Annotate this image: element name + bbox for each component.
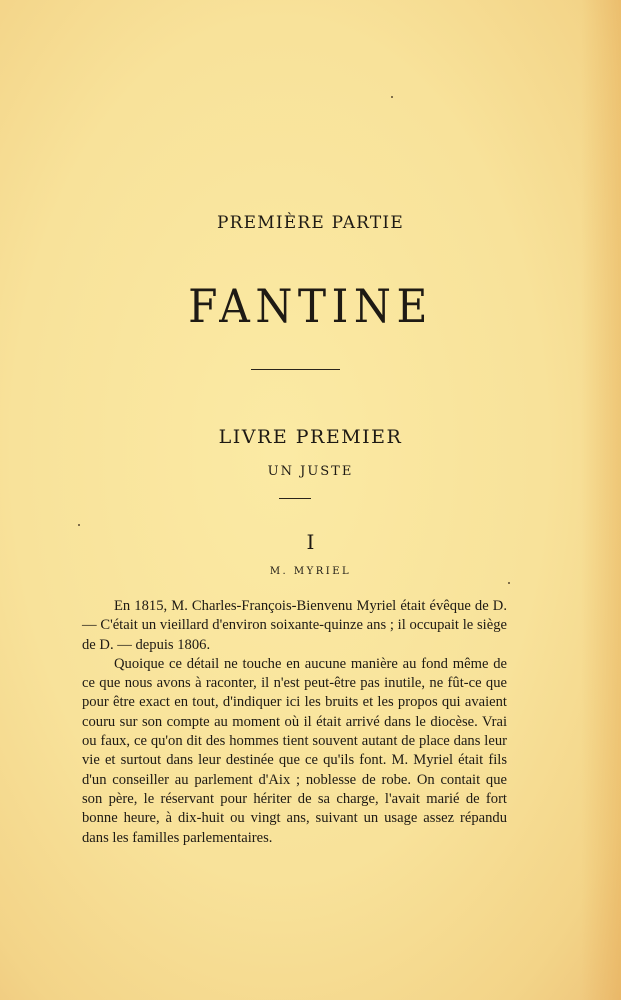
chapter-body — [82, 597, 507, 848]
livre-title: LIVRE PREMIER — [218, 426, 403, 448]
book-title: FANTINE — [188, 279, 433, 333]
body-paragraph: Quoique ce détail ne touche en aucune manière au fond même de ce que nous avons à raconter, il n'est peut-être pas inutile, ne fût-ce que pour être exact en tout, d'indiquer ici les bruits et les propos qui avaient couru sur son compte au moment où il était arrivé dans le diocèse. Vrai ou faux, ce qu'on dit des hommes tient souvent autant de place dans leur vie et surtout dans leur destinée que ce qu'ils font. M. Myriel était fils d'un conseiller au parlement d'Aix ; noblesse de robe. On contait que son père, le réservant pour hériter de sa charge, l'avait marié de fort bonne heure, à dix-huit ou vingt ans, suivant un usage assez répandu dans les familles parlementaires. — [82, 655, 507, 846]
paper-speck — [508, 582, 510, 584]
chapter-name: M. MYRIEL — [269, 566, 352, 577]
part-title: PREMIÈRE PARTIE — [217, 213, 404, 233]
chapter-number: I — [306, 530, 315, 554]
section-divider-rule — [279, 498, 311, 499]
paper-speck — [78, 524, 80, 526]
page-edge-shading — [581, 0, 621, 1000]
body-paragraph: En 1815, M. Charles-François-Bienvenu Myriel était évêque de D. — C'était un vieillard d'environ soixante-quinze ans ; il occupait le siège de D. — depuis 1806. — [82, 598, 507, 653]
title-divider-rule — [251, 369, 340, 370]
paper-speck — [391, 96, 393, 98]
livre-subtitle: UN JUSTE — [267, 464, 354, 479]
